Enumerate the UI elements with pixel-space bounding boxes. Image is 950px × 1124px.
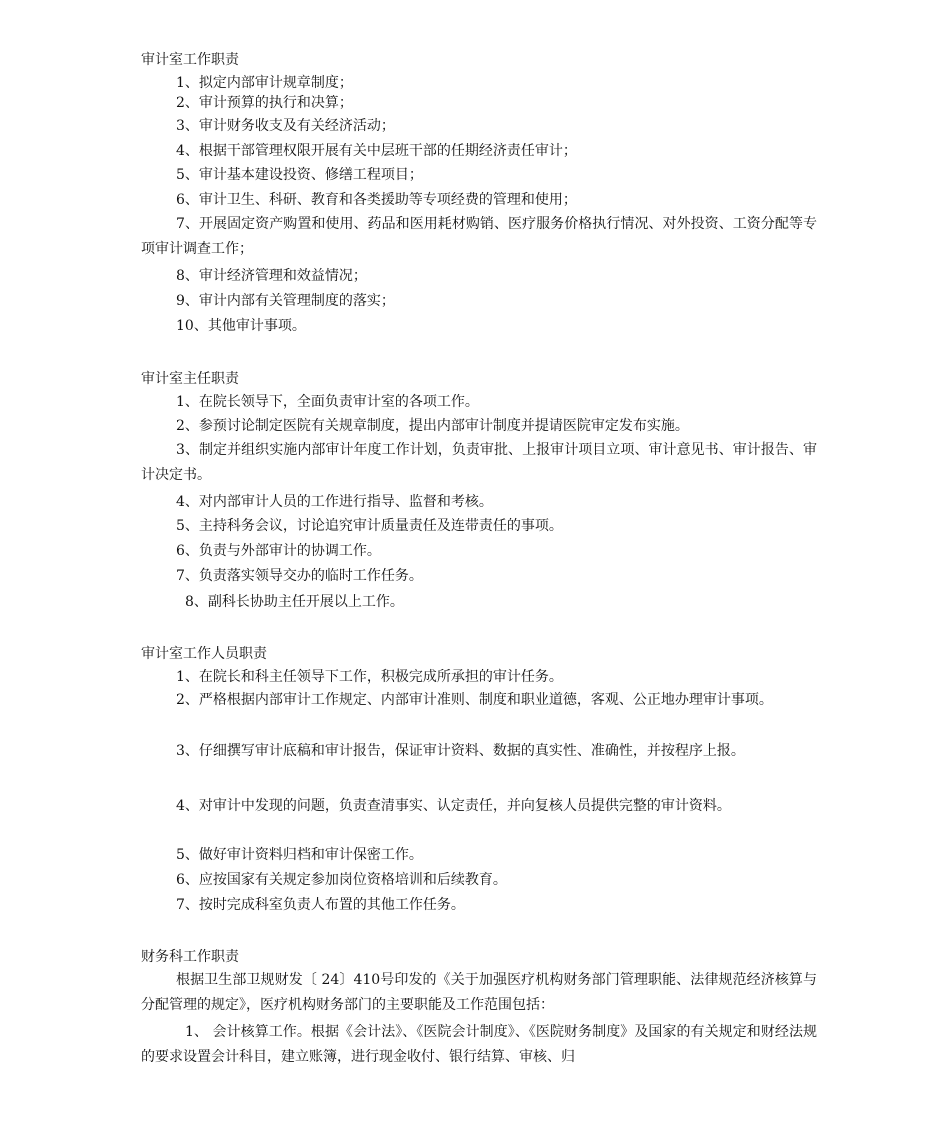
list-item: 2、审计预算的执行和决算； — [176, 95, 353, 111]
list-item: 4、对审计中发现的问题，负责查清事实、认定责任，并向复核人员提供完整的审计资料。 — [176, 798, 731, 814]
list-item: 3、审计财务收支及有关经济活动； — [176, 118, 395, 134]
list-item: 2、参预讨论制定医院有关规章制度，提出内部审计制度并提请医院审定发布实施。 — [176, 418, 689, 434]
list-item: 1、 会计核算工作。根据《会计法》、《医院会计制度》、《医院财务制度》及国家的有关规定和财经法规的要求设置会计科目，建立账簿，进行现金收付、银行结算、审核、归 — [141, 1024, 817, 1065]
list-item: 4、根据干部管理权限开展有关中层班干部的任期经济责任审计； — [176, 143, 577, 159]
intro-paragraph: 根据卫生部卫规财发〔 24〕410号印发的《关于加强医疗机构财务部门管理职能、法律规范经济核算与分配管理的规定》，医疗机构财务部门的主要职能及工作范围包括： — [141, 972, 817, 1013]
section-title: 财务科工作职责 — [141, 949, 239, 965]
list-item: 2、严格根据内部审计工作规定、内部审计准则、制度和职业道德，客观、公正地办理审计事项。 — [176, 692, 773, 708]
list-item: 6、应按国家有关规定参加岗位资格培训和后续教育。 — [176, 872, 507, 888]
list-item: 1、拟定内部审计规章制度； — [176, 75, 353, 91]
list-item: 7、按时完成科室负责人布置的其他工作任务。 — [176, 897, 465, 913]
list-item: 6、审计卫生、科研、教育和各类援助等专项经费的管理和使用； — [176, 192, 577, 208]
list-item: 3、仔细撰写审计底稿和审计报告，保证审计资料、数据的真实性、准确性，并按程序上报。 — [176, 743, 745, 759]
list-item: 6、负责与外部审计的协调工作。 — [176, 543, 381, 559]
list-item: 5、主持科务会议，讨论追究审计质量责任及连带责任的事项。 — [176, 518, 563, 534]
list-item: 8、审计经济管理和效益情况； — [176, 268, 367, 284]
list-item: 7、开展固定资产购置和使用、药品和医用耗材购销、医疗服务价格执行情况、对外投资、工资分配等专项审计调查工作； — [141, 216, 817, 257]
section-title: 审计室工作职责 — [141, 52, 239, 68]
list-item: 1、在院长和科主任领导下工作，积极完成所承担的审计任务。 — [176, 669, 563, 685]
list-item: 8、副科长协助主任开展以上工作。 — [185, 594, 404, 610]
section-title: 审计室工作人员职责 — [141, 646, 267, 662]
list-item: 1、在院长领导下，全面负责审计室的各项工作。 — [176, 394, 479, 410]
list-item: 10、其他审计事项。 — [176, 318, 306, 334]
list-item: 5、审计基本建设投资、修缮工程项目； — [176, 167, 423, 183]
list-item: 9、审计内部有关管理制度的落实； — [176, 293, 395, 309]
section-title: 审计室主任职责 — [141, 371, 239, 387]
list-item: 7、负责落实领导交办的临时工作任务。 — [176, 568, 423, 584]
list-item: 3、制定并组织实施内部审计年度工作计划，负责审批、上报审计项目立项、审计意见书、审计报告、审计决定书。 — [141, 442, 817, 483]
list-item: 4、对内部审计人员的工作进行指导、监督和考核。 — [176, 494, 493, 510]
list-item: 5、做好审计资料归档和审计保密工作。 — [176, 847, 423, 863]
